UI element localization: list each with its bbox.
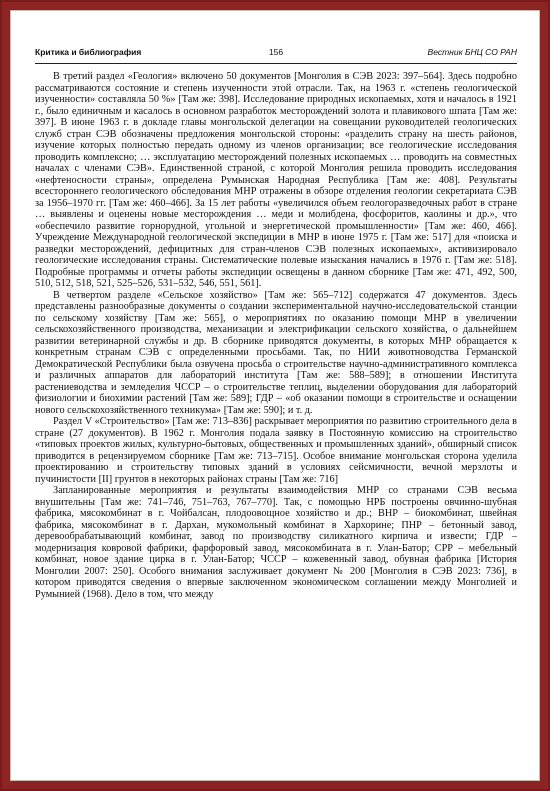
paragraph-agriculture: В четвертом разделе «Сельское хозяйство» [Там же: 565–712] содержатся 47 документов. Здесь представлены разнообразные документы о создании экспериментальной научно-исследовательской станции по сельскому хозяйству [Там же: 565], о мероприятиях по оказанию помощи МНР в увеличении сельскохозяйственного производства, механизации и электрификации сельского хозяйства, о дальнейшем развитии ветеринарной службы и др. В сборнике приводятся документы, в которых МНР обращается к конкретным странам СЭВ с определенными просьбами. Так, по НИИ животноводства Германской Демократической Республики была озвучена просьба о строительстве научно-административного комплекса и различных аппаратов для лабораторий института [Там же: 588–589]; в отношении Института растениеводства и земледелия ЧССР – о строительстве теплиц, выделении оборудования для лабораторий физиологии и биохимии растений [Там же: 589]; ГДР – «об оказании помощи в строительстве и оснащении нового сельскохозяйственного техникума» [Там же: 590]; и т. д. (35, 289, 517, 416)
paragraph-cooperation-results: Запланированные мероприятия и результаты взаимодействия МНР со странами СЭВ весьма внушительны [Там же: 741–746, 751–763, 767–770]. Так, с помощью НРБ построены овчинно-шубная фабрика, мясокомбинат в г. Чойбалсан, плодоовощное хозяйство и др.; ВНР – биокомбинат, швейная фабрика, мясокомбинат в г. Дархан, мукомольный комбинат в Хархорине; ПНР – бетонный завод, деревообрабатывающий комбинат, завод по производству силикатного кирпича и извести; ГДР – модернизация ковровой фабрики, фарфоровый завод, мясокомбината в г. Улан-Батор; СРР – мебельный комбинат, новое здание цирка в г. Улан-Батор; ЧССР – кожевенный завод, обувная фабрика [История Монголии 2007: 250]. Особого внимания заслуживает документ № 200 [Монголия в СЭВ 2023: 736], в котором приводятся сведения о впервые заключенном экономическом соглашении между Монголией и Румынией (1968). Дело в том, что между (35, 485, 517, 600)
journal-page (10, 10, 540, 781)
running-header (35, 47, 517, 61)
journal-title: Вестник БНЦ СО РАН (427, 47, 517, 57)
section-title: Критика и библиография (35, 47, 142, 57)
page-number: 156 (268, 47, 284, 57)
article-body (35, 71, 517, 752)
paragraph-geology: В третий раздел «Геология» включено 50 документов [Монголия в СЭВ 2023: 397–564]. Здесь подробно рассматриваются состояние и степень изученности этой отрасли. Так, на 1963 г. «степень геологической изученности» составляла 50 %» [Там же: 398]. Исследование природных ископаемых, хотя и началось в 1921 г., было единичным и касалось в основном разработок месторождений золота и плавикового шпата [Там же: 397]. В июне 1963 г. в докладе главы монгольской делегации на совещании руководителей геологических служб стран СЭВ обозначены предложения монгольской стороны: «разделить страну на шесть районов, изучение которых полностью передать одному из членов организации; все геологические исследования проводить комплексно; … эксплуатацию месторождений полезных ископаемых … проводить на совместных началах с членами СЭВ». Единственной страной, с которой Монголия решила проводить исследования «нефтеносности страны», определена Румынская Народная Республика [Там же: 408]. Результаты всестороннего геологического обследования МНР отражены в обзоре отделения геологии секретариата СЭВ за 1956–1970 гг. [Там же: 460–466]. За 15 лет работы «увеличился объем геологоразведочных работ в стране … выявлены и оценены новые месторождения … меди и молибдена, фосфоритов, каолины и др.», что «обеспечило развитие горнорудной, угольной и энергетической промышленности» [Там же: 460, 466]. Учреждение Международной геологической экспедиции в МНР в июне 1975 г. [Там же: 517] для «поиска и разведки месторождений, дефицитных для стран-членов СЭВ полезных ископаемых», активизировало геологические исследования страны. Систематические полевые изыскания начались в 1976 г. [Там же: 518]. Подробные программы и отчеты работы экспедиции освещены в данном сборнике [Там же: 471, 492, 500, 510, 512, 518, 521, 525–526, 531–532, 546, 551, 561]. (35, 71, 517, 289)
page-frame (2, 2, 548, 789)
header-divider (35, 63, 517, 64)
paragraph-construction: Раздел V «Строительство» [Там же: 713–836] раскрывает мероприятия по развитию строительного дела в стране (27 документов). В 1962 г. Монголия подала заявку в Постоянную комиссию на строительство «типовых проектов жилых, культурно-бытовых, общественных и промышленных зданий», обширный список приводится в рецензируемом сборнике [Там же: 713–715]. Особое внимание монгольская сторона уделила проектированию и строительству типовых зданий в условиях сейсмичности, вечной мерзлоты и пучинистости [II] грунтов в некоторых районах страны [Там же: 716] (35, 416, 517, 485)
